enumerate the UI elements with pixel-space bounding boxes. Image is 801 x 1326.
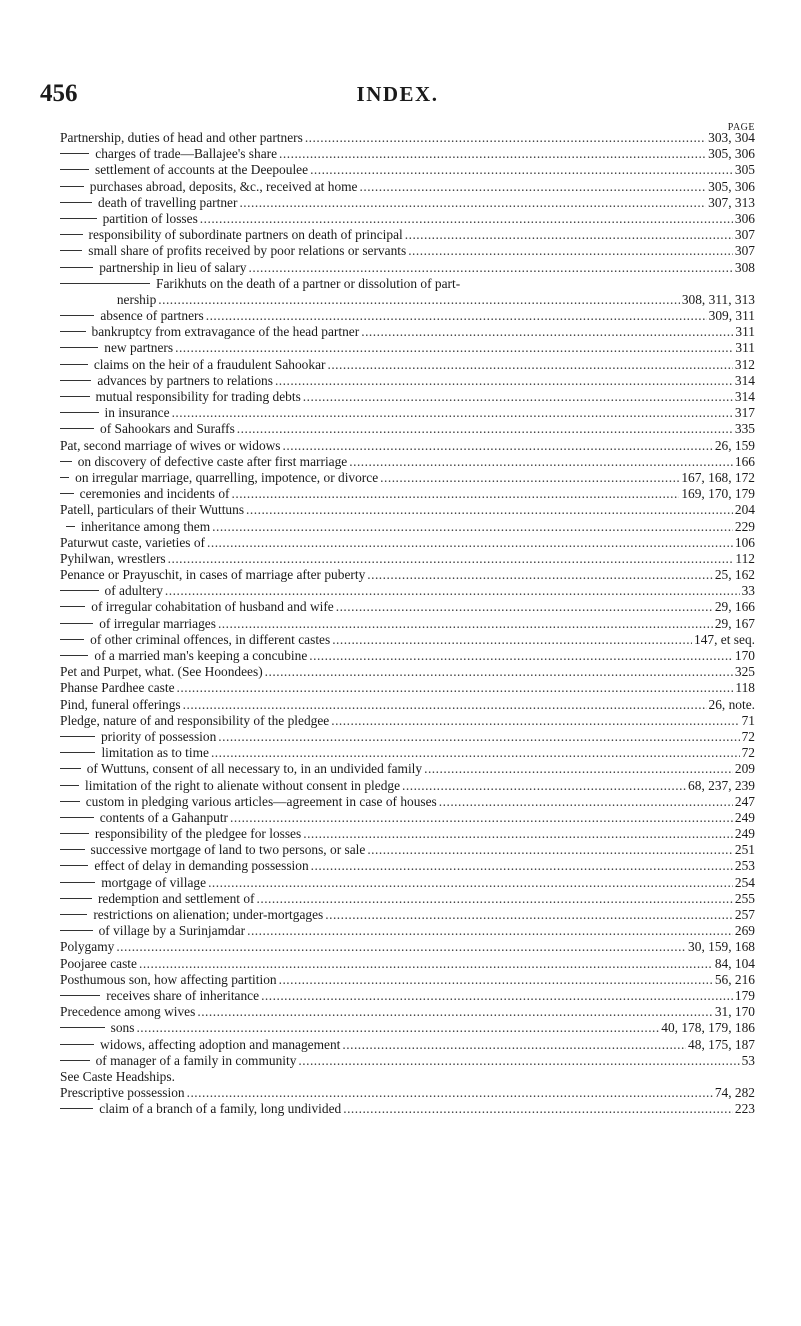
entry-text: death of travelling partner (98, 194, 238, 210)
dot-leader (336, 599, 713, 615)
entry-text: on irregular marriage, quarrelling, impotence, or divorce (75, 469, 379, 485)
entry-pages: 325 (734, 664, 755, 680)
ditto-dash (60, 493, 74, 494)
index-entry (60, 324, 755, 340)
entry-pages: 74, 282 (714, 1085, 755, 1101)
dot-leader (303, 389, 733, 405)
ditto-dash (60, 202, 92, 203)
ditto-dash (60, 590, 99, 591)
ditto-dash (60, 801, 80, 802)
index-entry (60, 243, 755, 259)
ditto-dash (60, 234, 83, 235)
dot-leader (332, 632, 692, 648)
dot-leader (303, 826, 733, 842)
dot-leader (175, 340, 733, 356)
entry-pages: 309, 311 (708, 308, 755, 324)
dot-leader (139, 956, 713, 972)
ditto-dash (60, 1027, 105, 1028)
dot-leader (158, 292, 680, 308)
entry-pages: 72 (741, 745, 755, 761)
entry-text: Farikhuts on the death of a partner or dissolution of part- (156, 275, 461, 291)
ditto-dash (60, 882, 95, 883)
index-entry (60, 454, 755, 470)
entry-text: Phanse Pardhee caste (60, 680, 175, 696)
entry-text: responsibility of the pledgee for losses (94, 826, 302, 842)
entry-text: partition of losses (102, 210, 198, 226)
index-entry (60, 1020, 755, 1036)
entry-text: claim of a branch of a family, long undivided (99, 1101, 342, 1117)
dot-leader (230, 810, 733, 826)
dot-leader (183, 697, 707, 713)
entry-pages: 31, 170 (714, 1004, 755, 1020)
entry-text: mortgage of village (101, 874, 207, 890)
entry-pages: 317 (734, 405, 755, 421)
entry-pages: 209 (734, 761, 755, 777)
entry-text: successive mortgage of land to two persons, or sale (90, 842, 366, 858)
entry-text: Polygamy (60, 939, 115, 955)
dot-leader (136, 1020, 659, 1036)
entry-text: limitation as to time (101, 745, 209, 761)
ditto-dash (60, 218, 97, 219)
dot-leader (439, 794, 733, 810)
entry-pages: 26, note. (708, 696, 755, 712)
entry-text: of manager of a family in community (95, 1052, 297, 1068)
entry-pages: 308 (734, 259, 755, 275)
ditto-dash (60, 169, 89, 170)
entry-pages: 253 (734, 858, 755, 874)
dot-leader (424, 761, 733, 777)
entry-pages: 53 (741, 1052, 755, 1068)
entry-pages: 251 (734, 842, 755, 858)
index-entry (60, 664, 755, 680)
entry-pages: 306 (734, 210, 755, 226)
dot-leader (405, 227, 733, 243)
entry-text: priority of possession (100, 728, 217, 744)
entry-pages: 254 (734, 874, 755, 890)
ditto-dash (60, 849, 85, 850)
entry-pages: 26, 159 (714, 437, 755, 453)
index-entry (60, 405, 755, 421)
entry-pages: 179 (734, 987, 755, 1003)
page-header (40, 80, 755, 110)
entry-pages: 305 (734, 162, 755, 178)
dot-leader (218, 729, 739, 745)
entry-pages: 307 (734, 227, 755, 243)
dot-leader (232, 486, 680, 502)
index-entry (60, 1085, 755, 1101)
dot-leader (211, 745, 740, 761)
dot-leader (237, 421, 733, 437)
ditto-dash (60, 606, 85, 607)
index-entry (60, 1037, 755, 1053)
index-entry (60, 195, 755, 211)
dot-leader (298, 1053, 739, 1069)
dot-leader (200, 211, 733, 227)
entry-text: inheritance among them (80, 518, 211, 534)
dot-leader (177, 680, 734, 696)
entry-text: mutual responsibility for trading debts (95, 389, 301, 404)
index-entry (60, 567, 755, 583)
entry-text: Poojaree caste (60, 955, 137, 971)
index-entry (60, 357, 755, 373)
index-entry (60, 632, 755, 648)
index-entry (60, 842, 755, 858)
entry-text: redemption and settlement of (97, 890, 255, 906)
dot-leader (206, 308, 707, 324)
ditto-dash (60, 817, 94, 818)
index-entry (60, 535, 755, 551)
entry-pages: 68, 237, 239 (688, 777, 755, 793)
entry-pages: 204 (734, 502, 755, 518)
ditto-dash (60, 833, 89, 834)
dot-leader (283, 438, 713, 454)
ditto-dash (60, 655, 88, 656)
dot-leader (279, 972, 713, 988)
dot-leader (279, 146, 706, 162)
index-entry (60, 519, 755, 535)
dot-leader (361, 324, 733, 340)
entry-pages: 314 (734, 372, 755, 388)
dot-leader (325, 907, 733, 923)
ditto-dash (60, 639, 84, 640)
entry-text: absence of partners (100, 308, 204, 324)
entry-pages: 106 (734, 534, 755, 550)
entry-pages: 170 (734, 648, 755, 663)
ditto-dash (60, 428, 94, 429)
ditto-dash (60, 785, 79, 786)
dot-leader (343, 1101, 733, 1117)
entry-text: Pledge, nature of and responsibility of the pledgee (60, 712, 330, 728)
ditto-dash (60, 477, 69, 478)
dot-leader (116, 939, 686, 955)
entry-text: of other criminal offences, in different castes (90, 631, 331, 647)
index-entry (60, 486, 755, 502)
entry-text: of Sahookars and Suraffs (100, 421, 235, 437)
index-entry (60, 972, 755, 988)
dot-leader (207, 535, 733, 551)
entry-text: responsibility of subordinate partners on death of principal (88, 227, 403, 243)
entry-text: Pyhilwan, wrestlers (60, 550, 166, 566)
ditto-dash (60, 396, 90, 397)
index-entry (60, 956, 755, 972)
entry-pages: 314 (734, 389, 755, 404)
dot-leader (212, 519, 733, 535)
entry-text: sons (110, 1020, 135, 1036)
index-entry (60, 858, 755, 874)
ditto-dash (60, 752, 95, 753)
index-entry (60, 227, 755, 243)
entry-text: settlement of accounts at the Deepoulee (95, 162, 309, 178)
ditto-dash (66, 526, 75, 527)
index-entry (60, 907, 755, 923)
entry-text: restrictions on alienation; under-mortgages (93, 907, 324, 922)
ditto-dash (60, 267, 93, 268)
entry-pages: 30, 159, 168 (688, 939, 755, 955)
entry-text: bankruptcy from extravagance of the head partner (91, 324, 360, 340)
index-entry (60, 211, 755, 227)
entry-text: nership (116, 291, 157, 307)
page-number: 456 (40, 80, 78, 107)
dot-leader (168, 551, 734, 567)
entry-text: contents of a Gahanputr (99, 809, 229, 825)
entry-pages: 249 (734, 809, 755, 825)
ditto-dash (60, 461, 72, 462)
index-entry (60, 680, 755, 696)
entry-text: charges of trade—Ballajee's share (95, 146, 278, 162)
index-entry (60, 130, 755, 146)
ditto-dash (60, 364, 88, 365)
entry-pages: 308, 311, 313 (681, 291, 755, 307)
entry-pages: 305, 306 (708, 146, 755, 162)
ditto-dash (60, 1060, 90, 1061)
index-entries (60, 130, 755, 1117)
entry-text: Penance or Prayuschit, in cases of marriage after puberty (60, 567, 366, 583)
entry-text: small share of profits received by poor relations or servants (88, 243, 407, 259)
page-title: INDEX. (356, 82, 439, 106)
index-entry (60, 988, 755, 1004)
dot-leader (261, 988, 733, 1004)
entry-text: new partners (104, 340, 174, 356)
entry-pages: 40, 178, 179, 186 (661, 1020, 755, 1036)
index-entry (60, 1053, 755, 1069)
entry-text: in insurance (104, 405, 170, 421)
dot-leader (367, 567, 713, 583)
ditto-dash (60, 380, 91, 381)
index-entry (60, 923, 755, 939)
entry-text: of irregular marriages (99, 615, 216, 631)
index-entry (60, 794, 755, 810)
index-entry (60, 1069, 755, 1085)
index-entry (60, 713, 755, 729)
entry-pages: 118 (735, 680, 755, 696)
dot-leader (360, 179, 707, 195)
index-entry (60, 745, 755, 761)
entry-pages: 25, 162 (714, 567, 755, 583)
entry-text: partnership in lieu of salary (99, 259, 247, 275)
entry-text: of adultery (104, 583, 163, 599)
entry-text: effect of delay in demanding possession (94, 858, 309, 874)
index-entry (60, 826, 755, 842)
index-entry (60, 421, 755, 437)
dot-leader (349, 454, 733, 470)
entry-pages: 307 (734, 243, 755, 259)
entry-pages: 255 (734, 890, 755, 906)
entry-text: Prescriptive possession (60, 1085, 185, 1101)
index-entry (60, 292, 755, 308)
dot-leader (257, 891, 733, 907)
index-entry (60, 470, 755, 486)
index-entry (60, 502, 755, 518)
index-entry (60, 1004, 755, 1020)
entry-pages: 247 (734, 793, 755, 809)
entry-pages: 29, 167 (714, 615, 755, 631)
entry-text: Pet and Purpet, what. (See Hoondees) (60, 664, 263, 680)
entry-pages: 33 (741, 583, 755, 599)
entry-pages: 249 (734, 826, 755, 842)
index-entry (60, 599, 755, 615)
entry-text: Paturwut caste, varieties of (60, 534, 206, 550)
page-column-label: PAGE (727, 122, 755, 133)
index-entry (60, 891, 755, 907)
index-entry (60, 260, 755, 276)
ditto-dash (60, 1044, 94, 1045)
dot-leader (208, 875, 733, 891)
entry-text: Patell, particulars of their Wuttuns (60, 502, 245, 518)
index-entry (60, 389, 755, 405)
entry-text: Precedence among wives (60, 1004, 196, 1020)
index-entry (60, 697, 755, 713)
entry-pages: 223 (734, 1101, 755, 1117)
entry-pages: 303, 304 (708, 130, 755, 145)
dot-leader (380, 470, 679, 486)
dot-leader (239, 195, 706, 211)
index-entry (60, 146, 755, 162)
entry-pages: 305, 306 (708, 178, 755, 194)
entry-pages: 71 (741, 712, 755, 728)
entry-text: of village by a Surinjamdar (98, 923, 246, 939)
index-entry (60, 551, 755, 567)
entry-pages: 307, 313 (708, 194, 755, 210)
entry-pages: 229 (734, 518, 755, 534)
ditto-dash (60, 1108, 93, 1109)
entry-pages: 56, 216 (714, 971, 755, 987)
index-entry (60, 939, 755, 955)
entry-pages: 311 (735, 340, 755, 356)
entry-text: Pind, funeral offerings (60, 696, 181, 712)
dot-leader (311, 858, 733, 874)
entry-text: limitation of the right to alienate without consent in pledge (85, 777, 401, 793)
index-entry (60, 308, 755, 324)
entry-pages: 166 (734, 453, 755, 469)
index-entry (60, 1101, 755, 1117)
index-entry (60, 162, 755, 178)
ditto-dash (60, 186, 84, 187)
ditto-dash (60, 768, 81, 769)
dot-leader (310, 162, 733, 178)
entry-text: Pat, second marriage of wives or widows (60, 437, 281, 453)
ditto-dash (60, 153, 89, 154)
ditto-dash (60, 315, 94, 316)
entry-pages: 167, 168, 172 (681, 469, 755, 485)
ditto-dash (60, 283, 150, 284)
dot-leader (309, 648, 733, 664)
entry-pages: 48, 175, 187 (688, 1036, 755, 1052)
entry-pages: 311 (735, 324, 755, 340)
entry-text: on discovery of defective caste after first marriage (77, 453, 348, 469)
dot-leader (305, 130, 706, 146)
dot-leader (165, 583, 740, 599)
ditto-dash (60, 347, 98, 348)
index-entry (60, 761, 755, 777)
entry-text: claims on the heir of a fraudulent Sahookar (93, 356, 326, 372)
ditto-dash (60, 898, 92, 899)
index-entry (60, 616, 755, 632)
index-entry (60, 583, 755, 599)
entry-text: of Wuttuns, consent of all necessary to, in an undivided family (86, 761, 423, 777)
index-entry (60, 438, 755, 454)
dot-leader (197, 1004, 712, 1020)
index-entry (60, 373, 755, 389)
entry-text: custom in pledging various articles—agreement in case of houses (85, 793, 437, 809)
dot-leader (367, 842, 733, 858)
dot-leader (246, 502, 733, 518)
entry-text: purchases abroad, deposits, &c., received at home (89, 178, 358, 194)
dot-leader (187, 1085, 713, 1101)
dot-leader (275, 373, 733, 389)
ditto-dash (60, 412, 99, 413)
index-entry (60, 810, 755, 826)
entry-text: ceremonies and incidents of (79, 486, 230, 502)
entry-pages: 257 (734, 907, 755, 922)
ditto-dash (60, 736, 95, 737)
dot-leader (408, 243, 733, 259)
entry-pages: 72 (741, 728, 755, 744)
ditto-dash (60, 995, 100, 996)
ditto-dash (60, 331, 86, 332)
ditto-dash (60, 914, 87, 915)
dot-leader (327, 357, 732, 373)
entry-text: of irregular cohabitation of husband and wife (91, 599, 334, 615)
index-entry (60, 875, 755, 891)
dot-leader (218, 616, 713, 632)
entry-text: Posthumous son, how affecting partition (60, 971, 277, 987)
entry-pages: 147, et seq. (694, 631, 755, 647)
entry-text: advances by partners to relations (97, 372, 273, 388)
dot-leader (247, 923, 733, 939)
index-entry (60, 340, 755, 356)
entry-pages: 112 (735, 550, 755, 566)
entry-text: See Caste Headships. (60, 1068, 175, 1084)
dot-leader (342, 1037, 686, 1053)
index-entry (60, 648, 755, 664)
ditto-dash (60, 930, 93, 931)
entry-pages: 269 (734, 923, 755, 939)
dot-leader (249, 260, 733, 276)
entry-text: Partnership, duties of head and other partners (60, 130, 303, 145)
entry-text: widows, affecting adoption and management (100, 1036, 341, 1052)
index-entry (60, 778, 755, 794)
dot-leader (402, 778, 686, 794)
ditto-dash (60, 865, 88, 866)
entry-pages: 312 (734, 356, 755, 372)
dot-leader (172, 405, 733, 421)
entry-pages: 169, 170, 179 (681, 486, 755, 502)
entry-pages: 335 (734, 421, 755, 437)
index-entry (60, 276, 755, 292)
entry-pages: 84, 104 (714, 955, 755, 971)
index-entry (60, 729, 755, 745)
dot-leader (265, 664, 733, 680)
ditto-dash (60, 250, 82, 251)
entry-text: receives share of inheritance (106, 987, 260, 1003)
dot-leader (331, 713, 739, 729)
index-entry (60, 179, 755, 195)
entry-pages: 29, 166 (714, 599, 755, 615)
entry-text: of a married man's keeping a concubine (94, 648, 308, 663)
ditto-dash (60, 623, 93, 624)
